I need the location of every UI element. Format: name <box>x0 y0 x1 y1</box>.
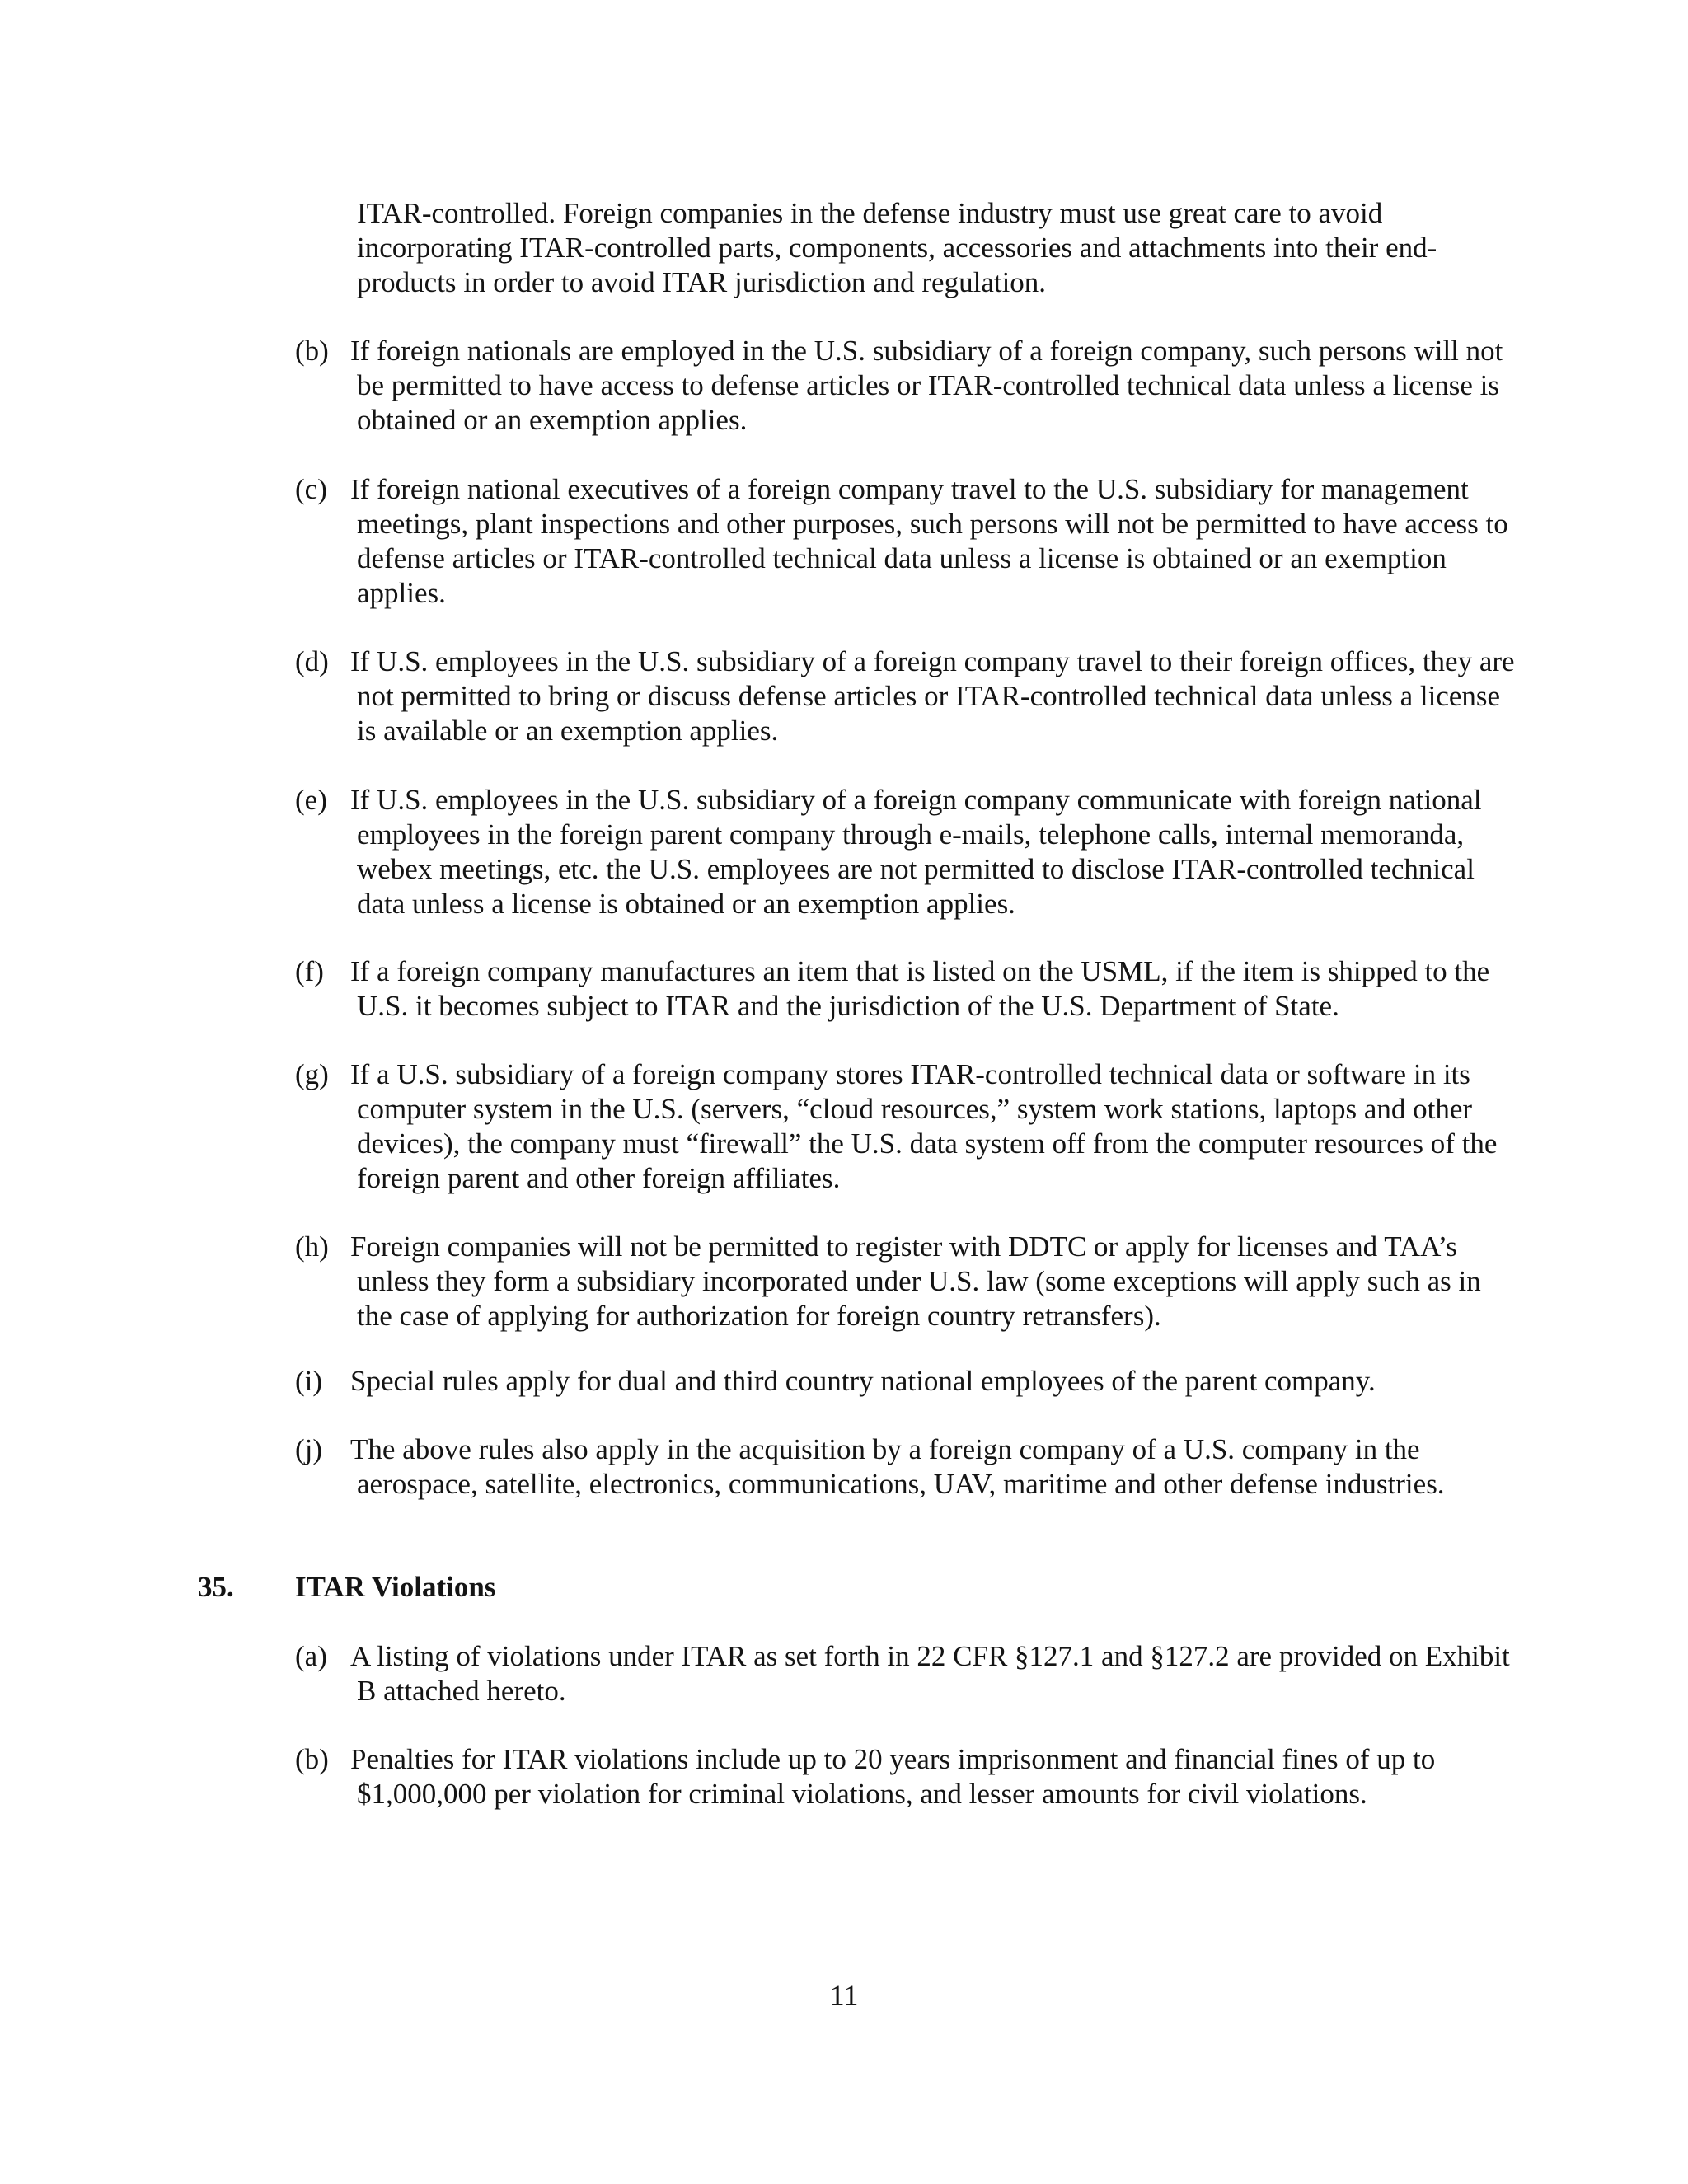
item-label: (g) <box>295 1058 329 1090</box>
item-text: Penalties for ITAR violations include up to 20 years imprisonment and financial fines of up to $1,000,000 per violation for criminal violations, and lesser amounts for civil violations. <box>350 1743 1436 1810</box>
list-item-b <box>295 334 1515 438</box>
section-title: ITAR Violations <box>295 1571 496 1603</box>
item-text: Foreign companies will not be permitted to register with DDTC or apply for licenses and TAA’s unless they form a subsidiary incorporated under U.S. law (some exceptions will apply such as in the case of applying for authorization for foreign country retransfers). <box>350 1230 1481 1332</box>
item-text: If a foreign company manufactures an item that is listed on the USML, if the item is shipped to the U.S. it becomes subject to ITAR and the jurisdiction of the U.S. Department of State. <box>350 955 1490 1022</box>
section-number: 35. <box>198 1571 234 1603</box>
item-label: (e) <box>295 784 327 816</box>
item-text: If U.S. employees in the U.S. subsidiary of a foreign company travel to their foreign offices, they are not permitted to bring or discuss defense articles or ITAR-controlled technical data unless a license is available or an exemption applies. <box>350 645 1515 747</box>
list-item-j <box>295 1432 1515 1502</box>
section-item-a <box>295 1639 1515 1708</box>
item-label: (h) <box>295 1230 329 1263</box>
list-item-i <box>295 1364 1515 1399</box>
list-item-f <box>295 954 1515 1024</box>
list-item-h <box>295 1230 1515 1333</box>
item-text: If U.S. employees in the U.S. subsidiary of a foreign company communicate with foreign national employees in the foreign parent company through e-mails, telephone calls, internal memoranda, webex meetings, etc. the U.S. employees are not permitted to disclose ITAR-controlled technical data unless a license is obtained or an exemption applies. <box>350 784 1482 920</box>
item-text: The above rules also apply in the acquisition by a foreign company of a U.S. company in the aerospace, satellite, electronics, communications, UAV, maritime and other defense industries. <box>350 1433 1445 1500</box>
intro-paragraph: ITAR-controlled. Foreign companies in the defense industry must use great care to avoid incorporating ITAR-controlled parts, components, accessories and attachments into their end-products in order to avoid ITAR jurisdiction and regulation. <box>357 197 1437 298</box>
item-label: (b) <box>295 335 329 367</box>
item-text: Special rules apply for dual and third country national employees of the parent company. <box>350 1365 1376 1397</box>
list-item-g <box>295 1057 1515 1196</box>
item-label: (d) <box>295 645 329 677</box>
item-text: If a U.S. subsidiary of a foreign company stores ITAR-controlled technical data or software in its computer system in the U.S. (servers, “cloud resources,” system work stations, laptops and other devices), the company must “firewall” the U.S. data system off from the computer resources of the foreign parent and other foreign affiliates. <box>350 1058 1498 1194</box>
item-label: (a) <box>295 1640 327 1672</box>
section-item-b <box>295 1742 1515 1811</box>
item-label: (c) <box>295 473 327 505</box>
item-label: (i) <box>295 1365 323 1397</box>
list-item-d <box>295 644 1515 748</box>
item-label: (j) <box>295 1433 323 1465</box>
item-text: If foreign nationals are employed in the U.S. subsidiary of a foreign company, such persons will not be permitted to have access to defense articles or ITAR-controlled technical data unless a license is obtained or an exemption applies. <box>350 335 1503 436</box>
item-text: A listing of violations under ITAR as set forth in 22 CFR §127.1 and §127.2 are provided on Exhibit B attached hereto. <box>350 1640 1510 1707</box>
item-text: If foreign national executives of a foreign company travel to the U.S. subsidiary for management meetings, plant inspections and other purposes, such persons will not be permitted to have access to defense articles or ITAR-controlled technical data unless a license is obtained or an exemption applies. <box>350 473 1508 609</box>
item-label: (b) <box>295 1743 329 1775</box>
item-label: (f) <box>295 955 324 987</box>
page-number: 11 <box>829 1979 859 2012</box>
list-item-e <box>295 783 1515 921</box>
list-item-c <box>295 472 1515 611</box>
